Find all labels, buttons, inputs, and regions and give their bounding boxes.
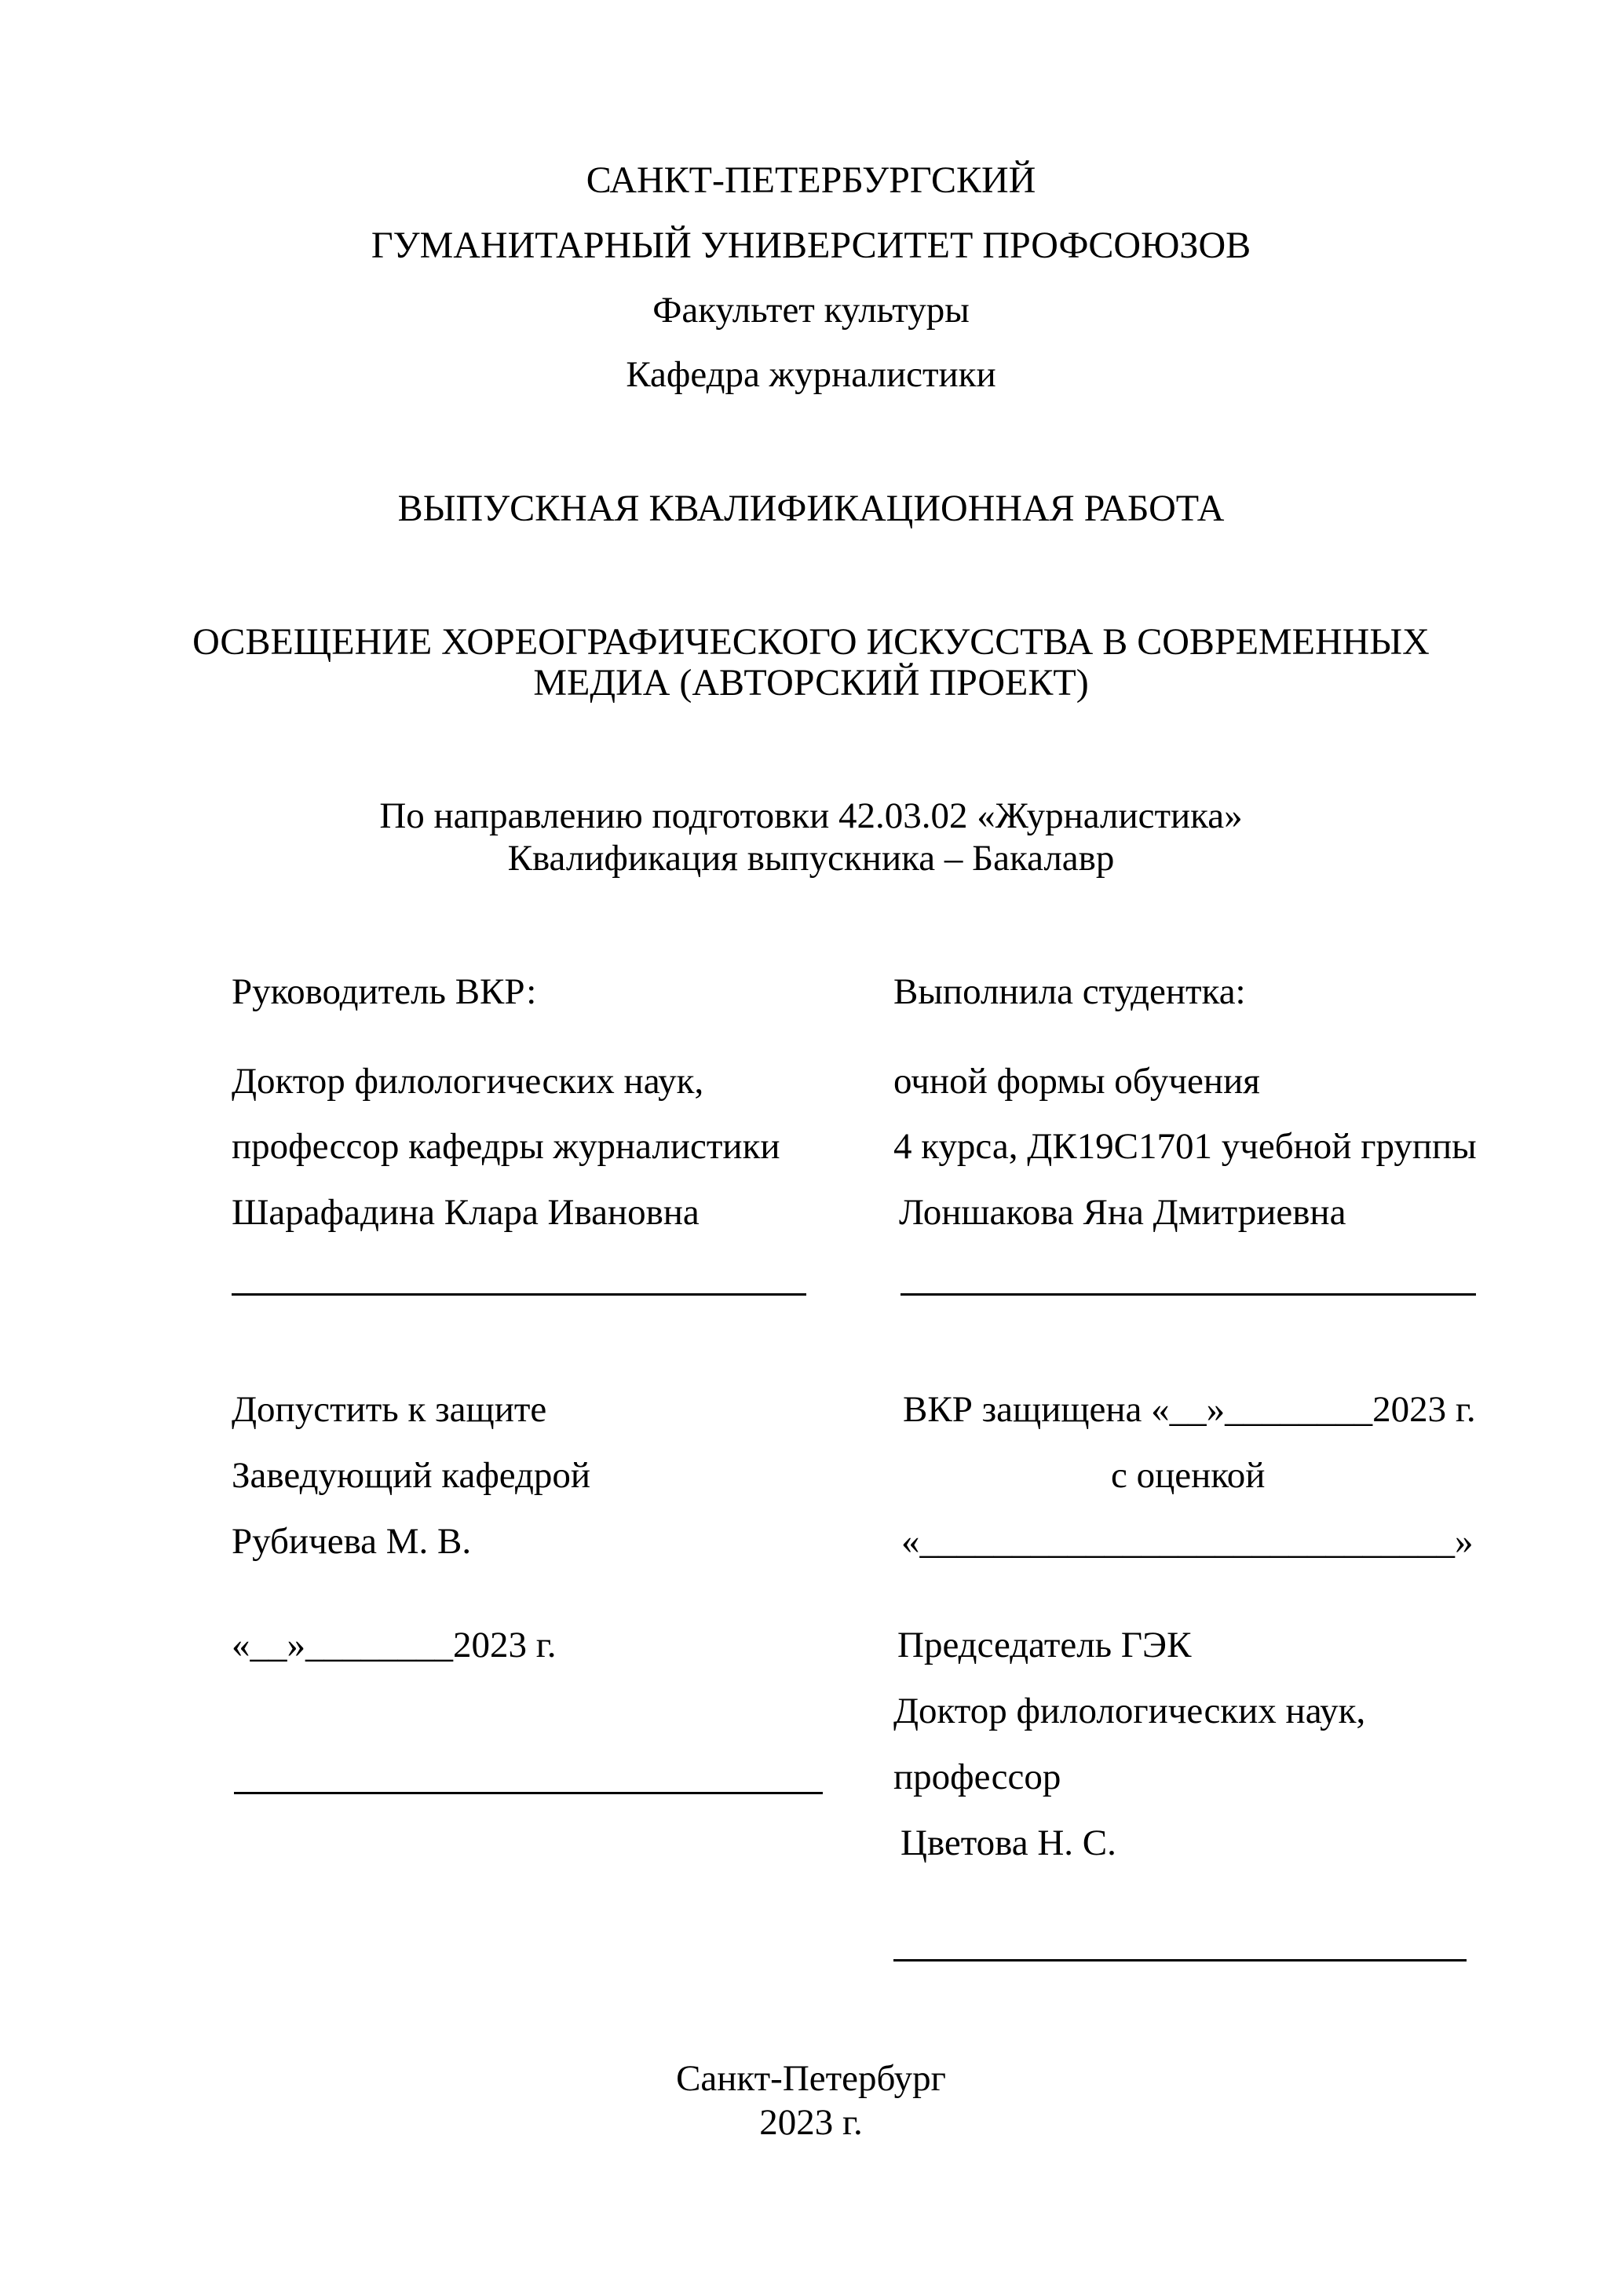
student-signature-line	[901, 1293, 1476, 1296]
year: 2023 г.	[759, 2102, 863, 2143]
supervisor-degree: Доктор филологических наук,	[232, 1061, 704, 1102]
student-group: 4 курса, ДК19С1701 учебной группы	[893, 1126, 1477, 1167]
university-name-line2: ГУМАНИТАРНЫЙ УНИВЕРСИТЕТ ПРОФСОЮЗОВ	[371, 225, 1251, 266]
supervisor-label: Руководитель ВКР:	[232, 971, 537, 1012]
commission-chair-label: Председатель ГЭК	[897, 1625, 1192, 1665]
admission-date: «__»________2023 г.	[232, 1625, 557, 1665]
department-name: Кафедра журналистики	[626, 354, 996, 395]
student-name: Лоншакова Яна Дмитриевна	[899, 1192, 1346, 1233]
thesis-title-line1: ОСВЕЩЕНИЕ ХОРЕОГРАФИЧЕСКОГО ИСКУССТВА В СОВРЕМЕННЫХ	[192, 621, 1430, 663]
student-label: Выполнила студентка:	[893, 971, 1246, 1012]
faculty-name: Факультет культуры	[652, 290, 970, 331]
city: Санкт-Петербург	[676, 2058, 946, 2099]
supervisor-name: Шарафадина Клара Ивановна	[232, 1192, 700, 1233]
commission-chair-position: профессор	[893, 1757, 1061, 1797]
student-study-form: очной формы обучения	[893, 1061, 1260, 1102]
supervisor-signature-line	[232, 1293, 806, 1296]
commission-chair-signature-line	[893, 1959, 1467, 1961]
supervisor-position: профессор кафедры журналистики	[232, 1126, 780, 1167]
thesis-title-line2: МЕДИА (АВТОРСКИЙ ПРОЕКТ)	[533, 662, 1089, 704]
grade-field: «_____________________________»	[901, 1521, 1474, 1562]
defense-date: ВКР защищена «__»________2023 г.	[903, 1389, 1476, 1430]
admission-label: Допустить к защите	[232, 1389, 547, 1430]
graduate-qualification: Квалификация выпускника – Бакалавр	[507, 838, 1115, 879]
department-head-name: Рубичева М. В.	[232, 1521, 472, 1562]
study-direction: По направлению подготовки 42.03.02 «Журналистика»	[379, 795, 1243, 836]
commission-chair-degree: Доктор филологических наук,	[893, 1691, 1366, 1731]
department-head-title: Заведующий кафедрой	[232, 1455, 591, 1496]
department-head-signature-line	[234, 1792, 823, 1794]
commission-chair-name: Цветова Н. С.	[901, 1823, 1116, 1863]
work-type-heading: ВЫПУСКНАЯ КВАЛИФИКАЦИОННАЯ РАБОТА	[397, 488, 1225, 529]
grade-label: с оценкой	[1111, 1455, 1266, 1496]
university-name-line1: САНКТ-ПЕТЕРБУРГСКИЙ	[586, 159, 1036, 201]
